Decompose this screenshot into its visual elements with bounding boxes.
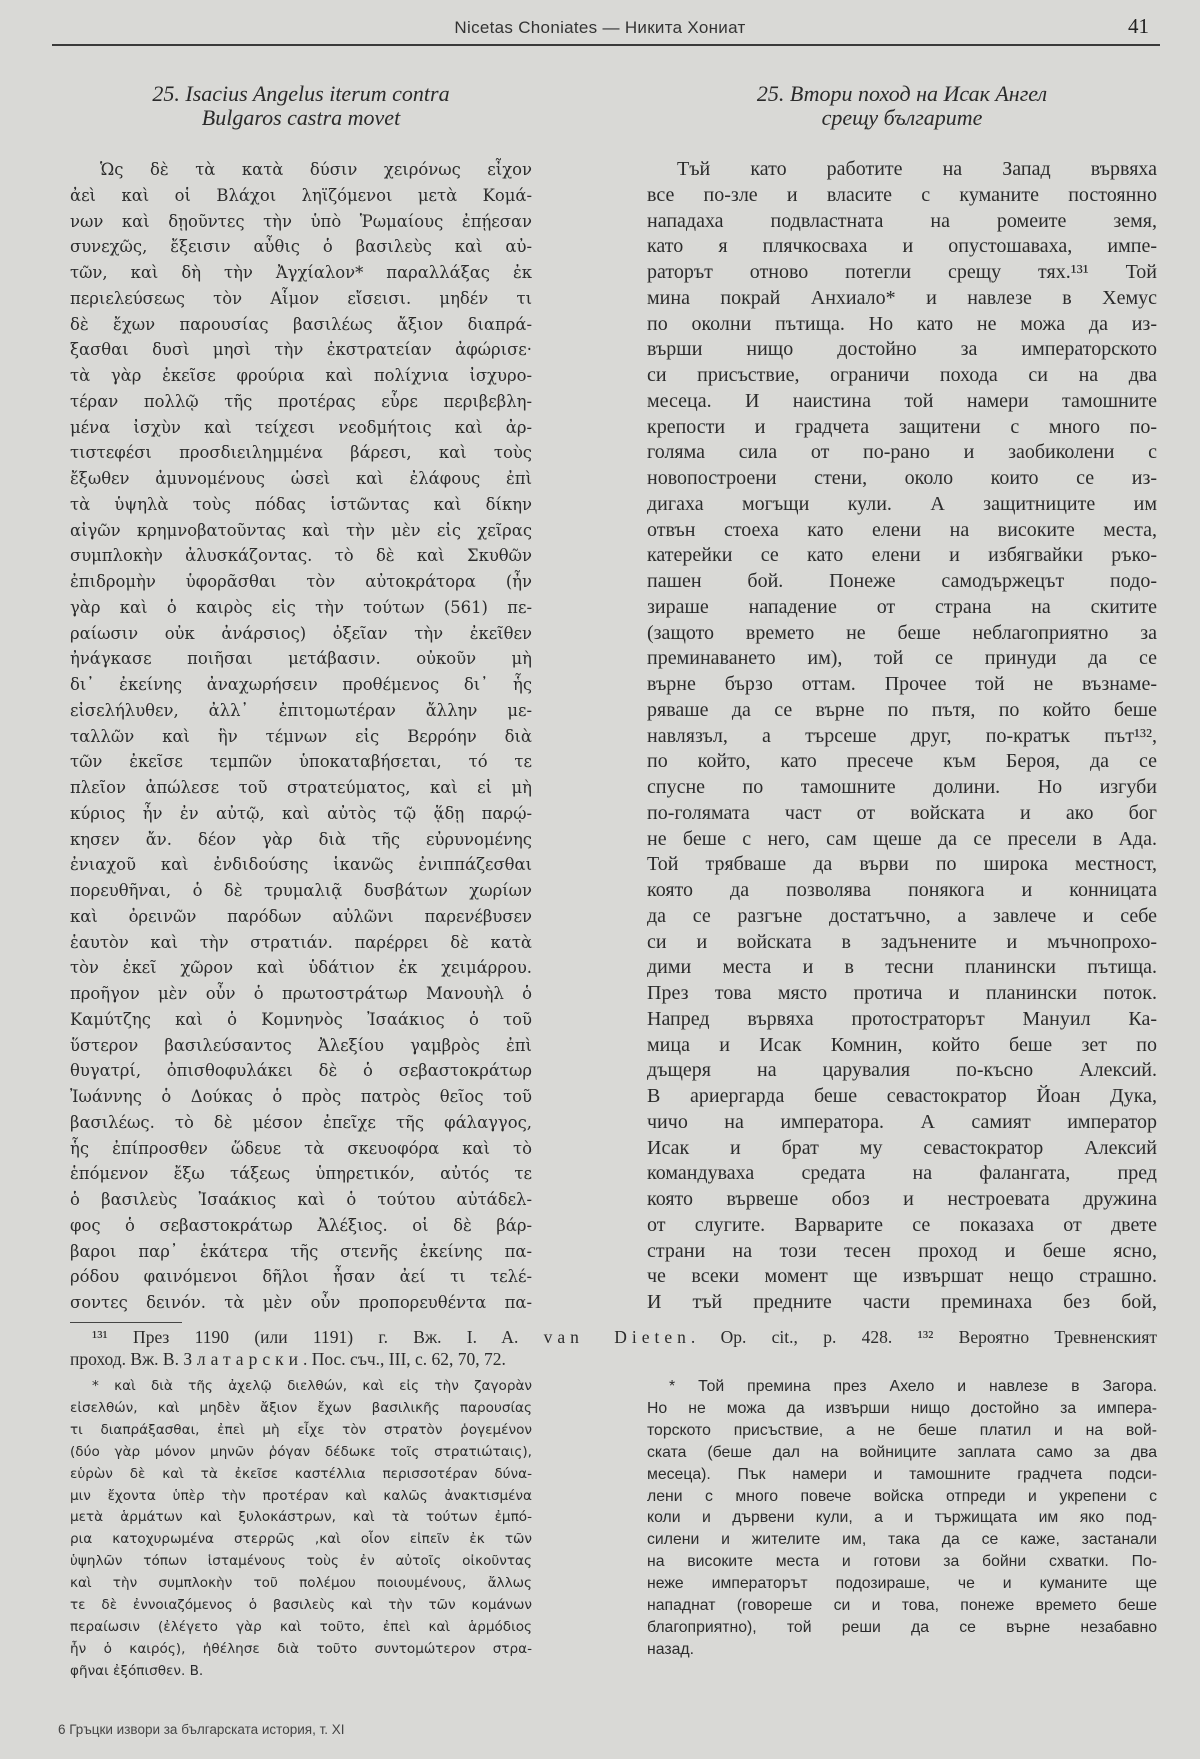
- text-line: προῆγον μὲν οὖν ὁ πρωτοστράτωρ Μανουὴλ ὁ: [70, 984, 532, 1003]
- text-line: Тъй като работите на Запад вървяха: [677, 158, 1157, 180]
- text-line: πορευθῆναι, ὁ δὲ τρυμαλιᾷ δυσβάτων χωρίων: [70, 881, 532, 900]
- title-line: Bulgaros castra movet: [201, 105, 401, 130]
- bulgarian-text-column: [647, 157, 1157, 1316]
- text-line: (δύο γὰρ μόνον μηνῶν ῥόγαν δέδωκε τοῖς στρατιώταις),: [70, 1443, 532, 1460]
- text-line: голяма сила от по-рано и заобиколени с: [647, 441, 1157, 464]
- text-line: καὶ τὴν συμπλοκὴν τοῦ πολέμου ποιουμένους, ἄλλως: [70, 1575, 532, 1592]
- text-line: ἐπιδρομὴν ὑφορᾶσθαι τὸν αὐτοκράτορα (ἦν: [70, 572, 532, 591]
- text-line: σοντες δεινόν. τὰ μὲν οὖν προπορευθέντα πα-: [70, 1293, 532, 1312]
- text-line: τὸν ἐκεῖ χῶρον καὶ ὑδάτιον ἐκ χειμάρρου.: [70, 958, 532, 978]
- text-line: μένα ἰσχὺν καὶ τείχεσι νεοδμήτοις καὶ ἀρ-: [70, 417, 532, 437]
- text-line: крепости и градчета защитени с много по-: [647, 415, 1157, 438]
- text-line: ἧς ἐπίπροσθεν ὥδευε τὰ σκευοφόρα καὶ τὸ: [70, 1138, 532, 1158]
- text-line: лени с много повече войска отпреди и укрепени с: [647, 1487, 1157, 1505]
- numbered-footnotes: [70, 1326, 1157, 1370]
- author-name: Златарски: [183, 1349, 303, 1369]
- text-line: месеца). Пък намери и тамошните градчета подси-: [647, 1465, 1157, 1483]
- header-rule: [52, 44, 1160, 46]
- text-line: страни на този тесен проход и беше ясно,: [647, 1239, 1157, 1262]
- text-line: (защото времето не беше неблагоприятно за: [647, 621, 1157, 644]
- text-line: раторът отново потегли срещу тях.¹³¹ Той: [647, 261, 1157, 283]
- author-name: van Dieten: [543, 1327, 691, 1347]
- text-line: ἦν ὁ καιρός), ἠθέλησε διὰ τοῦτο συντομώτερον στρα-: [70, 1640, 532, 1657]
- text-line: си присъствие, ограничи похода си на два: [647, 364, 1157, 386]
- text-line: по околни пътища. Но като не можа да из-: [647, 312, 1157, 335]
- text-line: че всеки момент ще извършат нещо страшно.: [647, 1265, 1157, 1288]
- text-line: пашен бой. Понеже самодържецът подо-: [647, 570, 1157, 592]
- text-line: силени и жителите им, така да се каже, застанали: [647, 1531, 1157, 1549]
- text-line: Ὡς δὲ τὰ κατὰ δύσιν χειρόνως εἶχον: [100, 160, 532, 179]
- text-line: βαροι παρ᾽ ἑκάτερα τῆς στενῆς ἐκείνης πα-: [70, 1241, 532, 1261]
- text-line: която вървеше обоз и нестроевата дружина: [647, 1188, 1157, 1210]
- footnote-rule: [70, 1322, 182, 1323]
- title-line: срещу българите: [821, 105, 983, 130]
- text-line: върне бързо оттам. Прочее той не възнаме-: [647, 673, 1157, 695]
- text-line: αἰγῶν κρημνοβατοῦντας καὶ τὴν μὲν εἰς χεῖρας: [70, 520, 532, 540]
- text-line: Καμύτζης καὶ ὁ Κομνηνὸς Ἰσαάκιος ὁ τοῦ: [70, 1009, 532, 1029]
- text-line: преминаването им), той се принуди да се: [647, 647, 1157, 670]
- text-line: φῆναι ἐξόπισθεν. Β.: [70, 1662, 204, 1679]
- section-title-bulgarian: [647, 82, 1157, 130]
- footnote-line: [70, 1326, 1157, 1348]
- text-line: неже императорът подозираше, че и куманите ще: [647, 1575, 1157, 1593]
- text-line: като я плячкосваха и опустошаваха, импе-: [647, 235, 1157, 258]
- page-number: 41: [1128, 14, 1149, 38]
- text-line: περαίωσιν (ἐλέγετο γὰρ καὶ τοῦτο, ἐπεὶ καὶ ἁρμόδιος: [70, 1618, 532, 1635]
- text-line: ὑψηλῶν τόπων ἱσταμένους τοὺς ἐν αὐτοῖς οἰκοῦντας: [70, 1553, 532, 1570]
- text-line: коли и дървени кули, а и тържищата им яко под-: [647, 1509, 1157, 1527]
- text-line: ἀεὶ καὶ οἱ Βλάχοι ληϊζόμενοι μετὰ Κομά-: [70, 185, 532, 205]
- text-line: τέραν πολλῷ τῆς προτέρας εὗρε περιβεβλη-: [70, 391, 532, 411]
- text-line: да се разгъне достатъчно, а завлече и себе: [647, 904, 1157, 927]
- footnote-text: . Op. cit., p. 428. ¹³² Вероятно Тревненският: [690, 1327, 1158, 1347]
- text-line: мица и Исак Комнин, който беше зет по: [647, 1033, 1157, 1056]
- text-line: εἰσελθών, καὶ μηδὲν ἄξιον ἔχων βασιλικῆς παρουσίας: [70, 1399, 532, 1416]
- title-line: 25. Isacius Angelus iterum contra: [152, 81, 450, 106]
- footnote-text: ¹³¹ През 1190 (или 1191) г. Вж. I. A.: [92, 1327, 519, 1347]
- text-line: ρια κατοχυρωμένα στερρῶς ,καὶ οἷον εἰπεῖν ἐκ τῶν: [70, 1531, 532, 1548]
- text-line: * Той премина през Ахело и навлезе в Загора.: [669, 1378, 1157, 1395]
- text-line: отвън стоеха като елени на високите места,: [647, 518, 1157, 541]
- text-line: която да позволява понякога и конницата: [647, 879, 1157, 901]
- text-line: все по-зле и власите с куманите постоянно: [647, 183, 1157, 206]
- bulgarian-star-footnote: [647, 1376, 1157, 1661]
- text-line: ἔξωθεν ἀμυνομένους ὡσεὶ καὶ ἐλάφους ἐπὶ: [70, 469, 532, 488]
- text-line: командуваха средата на фалангата, пред: [647, 1162, 1157, 1185]
- footnote-text: проход. Вж. В.: [70, 1349, 179, 1369]
- text-line: Исак и брат му севастократор Алексий: [647, 1136, 1157, 1159]
- text-line: катерейки се като елени и избягвайки ръко-: [647, 544, 1157, 567]
- text-line: новопостроени стени, около които се из-: [647, 467, 1157, 489]
- footnote-line: [70, 1348, 1157, 1370]
- text-line: * καὶ διὰ τῆς ἀχελῷ διελθών, καὶ εἰς τὴν ζαγορὰν: [92, 1378, 532, 1394]
- text-line: ряваше да се върне по пътя, по който беше: [647, 698, 1157, 721]
- text-line: по-голямата част от войската и ако бог: [647, 801, 1157, 824]
- text-line: ξασθαι δυσὶ μησὶ τὴν ἐκστρατείαν ἀφώρισε·: [70, 340, 532, 360]
- text-line: благоприятно), той реши да се върне незабавно: [647, 1618, 1157, 1636]
- text-line: φος ὁ σεβαστοκράτωρ Ἀλέξιος. οἱ δὲ βάρ-: [70, 1215, 532, 1235]
- text-line: τῶν ἐκεῖσε τεμπῶν ὑποκαταβήσεται, τό τε: [70, 752, 532, 772]
- text-line: περιελεύσεως τὸν Αἷμον εἴσεισι. μηδέν τι: [70, 288, 532, 308]
- text-line: γὰρ καὶ ὁ καιρὸς εἰς τὴν τούτων (561) πε-: [70, 597, 532, 617]
- text-line: месеца. И наистина той намери тамошните: [647, 389, 1157, 412]
- title-line: 25. Втори поход на Исак Ангел: [756, 81, 1048, 106]
- footnote-text: . Пос. съч., III, с. 62, 70, 72.: [302, 1349, 506, 1369]
- text-line: ταλλῶν καὶ ἣν τέμνων εἰς Βερρόην διὰ: [70, 726, 532, 746]
- text-line: τε δὲ ἐννοιαζόμενος ὁ βασιλεὺς καὶ τὴν τῶν κομάνων: [70, 1597, 532, 1614]
- text-line: навлязъл, а търсеше друг, по-кратък път¹³²,: [647, 724, 1157, 747]
- text-line: ὁ βασιλεὺς Ἰσαάκιος καὶ ὁ τούτου αὐτάδελ-: [70, 1190, 532, 1209]
- text-line: ἐνιαχοῦ καὶ ἐνδιδούσης ἱκανῶς ἐνιππάζεσθαι: [70, 855, 532, 875]
- text-line: През това място протича и планински поток.: [647, 982, 1157, 1004]
- text-line: дигаха могъщи кули. А защитниците им: [647, 492, 1157, 515]
- text-line: νων καὶ δῃοῦντες τὴν ὑπὸ Ῥωμαίους ἐπῄεσαν: [70, 211, 532, 231]
- text-line: спусне по тамошните долини. Но изгуби: [647, 776, 1157, 798]
- text-line: κησεν ἄν. δέον γὰρ διὰ τῆς εὐρυνομένης: [70, 829, 532, 849]
- text-line: Напред вървяха протостраторът Мануил Ка-: [647, 1007, 1157, 1030]
- text-line: δι᾽ ἐκείνης ἀναχωρήσειν προθέμενος δι᾽ ἧς: [70, 675, 532, 694]
- text-line: δὲ ἔχων παρουσίας βασιλέως ἄξιον διαπρά-: [70, 314, 532, 334]
- text-line: τιστεφέσι προσδιειλημμένα βάρεσι, καὶ τοὺς: [70, 443, 532, 463]
- text-line: дими места и в тесни планински пътища.: [647, 956, 1157, 979]
- text-line: ὕστερον βασιλεύσαντος Ἀλεξίου γαμβρὸς ἐπὶ: [70, 1035, 532, 1055]
- text-line: нападнат (говореше си и това, понеже времето беше: [647, 1597, 1157, 1615]
- text-line: си и войската в задънените и мъчнопрохо-: [647, 930, 1157, 953]
- text-line: ρόδου φαινόμενοι δῆλοι ἦσαν ἀεί τι τελέ-: [70, 1267, 532, 1287]
- text-line: В ариергарда беше севастократор Йоан Дука,: [647, 1085, 1157, 1107]
- text-line: на високите места и готови за бойни схватки. По-: [647, 1553, 1157, 1571]
- text-line: κύριος ἦν ἐν αὐτῷ, καὶ αὐτὸς τῷ ᾅδῃ παρῴ-: [70, 803, 532, 823]
- text-line: θυγατρί, ὀπισθοφυλάκει δὲ ὁ σεβαστοκράτωρ: [70, 1061, 532, 1081]
- text-line: μετὰ ἁρμάτων καὶ ξυλοκάστρων, καὶ τὰ τούτων ἐμπό-: [70, 1509, 532, 1526]
- text-line: Той трябваше да върви по широка местност,: [647, 853, 1157, 876]
- text-line: ἑπόμενον ἔξω τάξεως ὑπηρετικόν, αὐτός τε: [70, 1164, 532, 1184]
- text-line: εἰσελήλυθεν, ἀλλ᾽ ἐπιτομωτέραν ἄλλην με-: [70, 700, 532, 720]
- text-line: ραίωσιν οὐκ ἀνάρσιος) ὀξεῖαν τὴν ἐκεῖθεν: [70, 623, 532, 643]
- text-line: зираше нападение от страна на скитите: [647, 595, 1157, 618]
- text-line: συνεχῶς, ἔξεισιν αὖθις ὁ βασιλεὺς καὶ αὐ-: [70, 237, 532, 257]
- text-line: мина покрай Анхиало* и навлезе в Хемус: [647, 286, 1157, 309]
- text-line: τι διαπράξασθαι, ἐπεὶ μὴ εἶχε τὸν στρατὸν ῥογεμένον: [70, 1421, 532, 1438]
- text-line: τῶν, καὶ δὴ τὴν Ἀγχίαλον* παραλλάξας ἐκ: [70, 263, 532, 282]
- text-line: Ἰωάννης ὁ Δούκας ὁ πρὸς πατρὸς θεῖος τοῦ: [70, 1087, 532, 1106]
- text-line: βασιλέως. τὸ δὲ μέσον ἐπεῖχε τῆς φάλαγγος,: [70, 1112, 532, 1132]
- text-line: по който, като пресече към Бероя, да се: [647, 750, 1157, 773]
- text-line: не беше с него, сам щеше да се пресели в Ада.: [647, 827, 1157, 850]
- text-line: назад.: [647, 1640, 694, 1658]
- text-line: ἠνάγκασε ποιῆσαι μετάβασιν. οὐκοῦν μὴ: [70, 649, 532, 669]
- text-line: И тъй предните части преминаха без бой,: [647, 1291, 1157, 1313]
- text-line: τὰ γὰρ ἐκεῖσε φρούρια καὶ πολίχνια ἰσχυρο-: [70, 366, 532, 385]
- text-line: συμπλοκὴν ἀλυσκάζοντας. τὸ δὲ καὶ Σκυθῶν: [70, 546, 532, 566]
- text-line: дъщеря на царувалия по-късно Алексий.: [647, 1059, 1157, 1082]
- text-line: чичо на императора. А самият император: [647, 1110, 1157, 1133]
- text-line: τὰ ὑψηλὰ τοὺς πόδας ἱστῶντας καὶ δίκην: [70, 494, 532, 514]
- text-line: ἑαυτὸν καὶ τὴν στρατιάν. παρέρρει δὲ κατὰ: [70, 932, 532, 952]
- text-line: καὶ ὀρεινῶν παρόδων αὐλῶνι παρενέβυσεν: [70, 906, 532, 926]
- running-head: Nicetas Choniates — Никита Хониат: [454, 18, 746, 37]
- text-line: εὑρὼν δὲ καὶ τὰ ἐκεῖσε καστέλλια περισσοτέραν δύνα-: [70, 1465, 532, 1482]
- printer-signature: 6 Гръцки извори за българската история, т. XI: [58, 1722, 345, 1737]
- text-line: μιν ἔχοντα ὑπὲρ τὴν προτέραν καὶ καλῶς ἀνακτισμένα: [70, 1487, 532, 1504]
- text-line: торското присъствие, а не беше платил и на вой-: [647, 1421, 1157, 1439]
- text-line: πλεῖον ἀπώλεσε τοῦ στρατεύματος, καὶ εἰ μὴ: [70, 778, 532, 797]
- text-line: от слугите. Варварите се показаха от двете: [647, 1213, 1157, 1236]
- text-line: върши нищо достойно за императорското: [647, 338, 1157, 361]
- greek-star-footnote: [70, 1376, 532, 1683]
- greek-text-column: [70, 157, 532, 1316]
- text-line: ската (беше дал на войниците заплата само за два: [647, 1443, 1157, 1461]
- text-line: Но не можа да извърши нищо достойно за импера-: [647, 1399, 1157, 1417]
- section-title-latin: [70, 82, 532, 130]
- text-line: нападаха подвластната на ромеите земя,: [647, 209, 1157, 232]
